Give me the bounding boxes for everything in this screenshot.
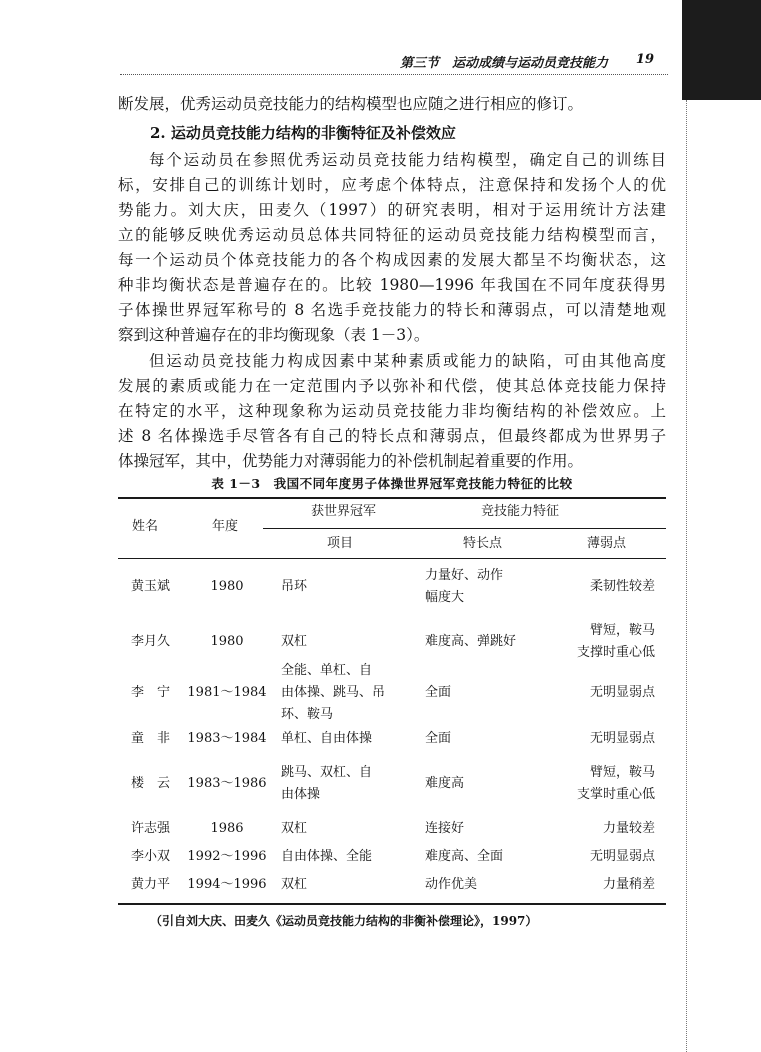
paragraph-line: 子体操世界冠军称号的 8 名选手竞技能力的特长和薄弱点，可以清楚地观 [118,301,666,319]
paragraph-line: 在特定的水平，这种现象称为运动员竞技能力非均衡结构的补偿效应。上 [118,402,666,420]
table-cell-year: 1980 [210,634,244,649]
table-top-rule [118,497,666,499]
paragraph-line: 种非均衡状态是普遍存在的。比较 1980—1996 年我国在不同年度获得男 [118,276,666,294]
paragraph-line: 述 8 名体操选手尽管各有自己的特长点和薄弱点，但最终都成为世界男子 [118,427,666,445]
header-championship: 获世界冠军 [311,504,377,519]
table-cell-name: 李 宁 [131,685,171,700]
header-year: 年度 [212,519,239,534]
page-edge-border [686,100,687,1052]
header-title: 第三节 运动成绩与运动员竞技能力 [399,56,608,71]
page-corner-shadow [682,0,761,100]
table-cell-event: 全能、单杠、自 [281,663,373,678]
table-cell-name: 黄力平 [131,877,171,892]
table-cell-weakness: 无明显弱点 [589,685,655,700]
table-cell-event: 单杠、自由体操 [281,731,373,746]
table-cell-strength: 难度高 [425,776,465,791]
table-cell-event: 吊环 [281,579,308,594]
table-cell-strength: 全面 [425,685,452,700]
header-ability: 竞技能力特征 [481,504,560,519]
paragraph-line: 每个运动员在参照优秀运动员竞技能力结构模型，确定自己的训练目 [149,151,666,169]
paragraph-line: 察到这种普遍存在的非均衡现象（表 1－3）。 [118,326,430,344]
paragraph-line: 但运动员竞技能力构成因素中某种素质或能力的缺陷，可由其他高度 [149,352,666,370]
table-header-rule [118,558,666,559]
table-cell-year: 1994～1996 [187,877,267,892]
table-cell-weakness: 臂短，鞍马 [589,623,655,638]
table-cell-strength: 力量好、动作 [425,568,504,583]
header-event: 项目 [327,536,354,551]
table-cell-weakness: 无明显弱点 [589,731,655,746]
table-cell-event: 双杠 [281,634,308,649]
table-cell-year: 1983～1986 [187,776,267,791]
table-cell-event: 双杠 [281,821,308,836]
paragraph-line: 势能力。刘大庆，田麦久（1997）的研究表明，相对于运用统计方法建 [118,201,666,219]
table-cell-strength: 动作优美 [425,877,478,892]
page-number: 19 [635,52,654,67]
table-cell-weakness: 臂短，鞍马 [589,765,655,780]
header-weakness: 薄弱点 [587,536,627,551]
table-cell-weakness: 无明显弱点 [589,849,655,864]
paragraph-line: 发展的素质或能力在一定范围内予以弥补和代偿，使其总体竞技能力保持 [118,377,666,395]
running-header [120,52,668,74]
table-cell-name: 黄玉斌 [131,579,171,594]
table-cell-strength: 难度高、全面 [425,849,504,864]
table-cell-year: 1981～1984 [187,685,267,700]
table-cell-event: 自由体操、全能 [281,849,373,864]
header-strength: 特长点 [463,536,503,551]
header-rule [120,74,668,75]
table-cell-name: 楼 云 [131,776,171,791]
table-cell-year: 1983～1984 [187,731,267,746]
table-cell-weakness: 柔韧性较差 [589,579,655,594]
table-cell-name: 李小双 [131,849,171,864]
table-cell-weakness: 支撑时重心低 [576,645,655,660]
table-cell-year: 1980 [210,579,244,594]
table-source-note: （引自刘大庆、田麦久《运动员竞技能力结构的非衡补偿理论》，1997） [150,914,538,928]
table-subheader-rule [263,528,666,529]
paragraph-line: 每一个运动员个体竞技能力的各个构成因素的发展大都呈不均衡状态，这 [118,251,666,269]
paragraph-line: 标，安排自己的训练计划时，应考虑个体特点，注意保持和发扬个人的优 [118,176,666,194]
body-line: 断发展，优秀运动员竞技能力的结构模型也应随之进行相应的修订。 [118,95,584,113]
table-cell-event: 跳马、双杠、自 [281,765,373,780]
table-cell-name: 李月久 [131,634,171,649]
table-cell-name: 童 非 [131,731,171,746]
header-name: 姓名 [132,519,159,534]
table-cell-event: 环、鞍马 [281,707,334,722]
table-cell-name: 许志强 [131,821,171,836]
table-cell-event: 由体操、跳马、吊 [281,685,386,700]
table-cell-strength: 全面 [425,731,452,746]
table-cell-event: 由体操 [281,787,321,802]
table-cell-weakness: 力量稍差 [602,877,655,892]
table-cell-strength: 连接好 [425,821,465,836]
table-cell-weakness: 支掌时重心低 [576,787,655,802]
table-cell-year: 1992～1996 [187,849,267,864]
table-cell-strength: 幅度大 [425,590,465,605]
section-heading: 2. 运动员竞技能力结构的非衡特征及补偿效应 [150,124,456,142]
table-title: 表 1－3 我国不同年度男子体操世界冠军竞技能力特征的比较 [211,476,573,491]
paragraph-line: 立的能够反映优秀运动员总体共同特征的运动员竞技能力结构模型而言， [118,226,666,244]
table-bottom-rule [118,903,666,905]
paragraph-line: 体操冠军，其中，优势能力对薄弱能力的补偿机制起着重要的作用。 [118,452,584,470]
table-cell-weakness: 力量较差 [602,821,655,836]
table-cell-event: 双杠 [281,877,308,892]
table-cell-strength: 难度高、弹跳好 [425,634,517,649]
table-cell-year: 1986 [210,821,244,836]
